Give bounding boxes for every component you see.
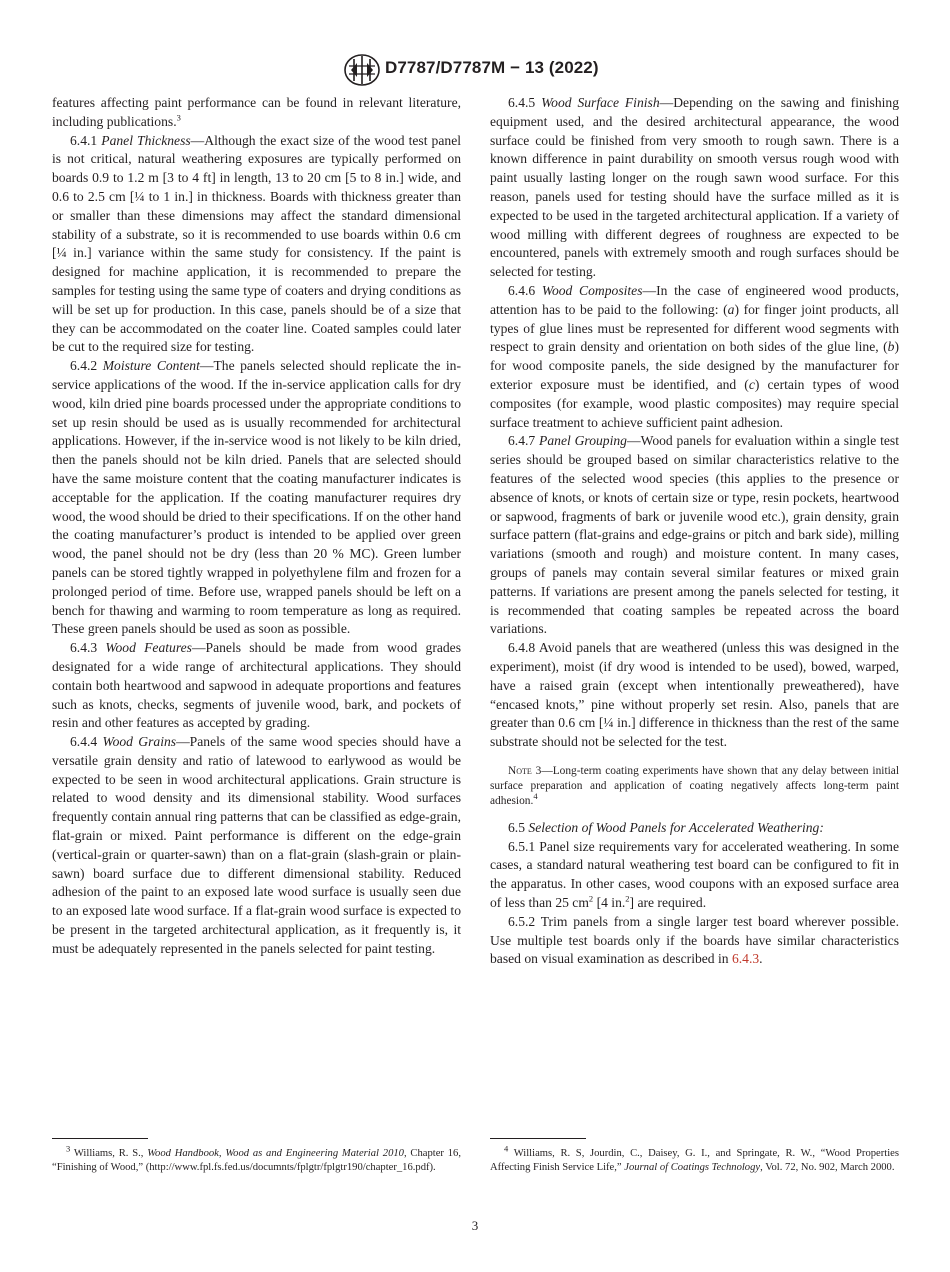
page-header	[0, 54, 950, 86]
section-6-4-2: 6.4.2 Moisture Content—The panels selected should replicate the in-service applications of the wood. If the in-service application calls for dry wood, kiln dried pine boards processed under the appropriate conditions to set up resin should be used as is usually recommended for architectural applications. However, if the in-service wood is not likely to be kiln dried, then the panels should not be kiln dried. Panels that are selected should have the same moisture content that the coating manufacturer indicates is acceptable for the application. If the coating manufacturer requires dry wood, the wood should be dried to their specifications. If on the other hand the coating manufacturer’s product is intended to be applied over green wood, the panel should not be dry (less than 20 % MC). Green lumber panels can be stored tightly wrapped in polyethylene film and frozen for a prolonged period of time. Before use, wrapped panels should be left on a bench for thawing and warming to room temperature as long as required. These green panels should be used as soon as possible.	[52, 358, 461, 637]
section-6-4-1: 6.4.1 Panel Thickness—Although the exact size of the wood test panel is not critical, natural weathering exposures are typically performed on boards 0.9 to 1.2 m [3 to 4 ft] in length, 13 to 20 cm [5 to 8 in.] wide, and 0.6 to 2.5 cm [¼ to 1 in.] in thickness. Boards with thickness greater than or smaller than these dimensions may affect the standard dimensional stability of a substrate, so it is recommended to use boards within 0.6 cm [¼ in.] variance within the same study for consistency. If the paint is designed for machine application, it is recommended to prepare the samples for testing using the same type of coaters and drying conditions as will be set up for production. In this case, panels should be of a size that they can be accommodated on the coater line. Coated samples could later be cut to the required size for testing.	[52, 132, 461, 355]
section-6-4-8: 6.4.8 Avoid panels that are weathered (unless this was designed in the experiment), moist (if dry wood is intended to be used), bowed, warped, have a raised grain (except when intentionally preweathered), have “encased knots,” pine without properly set resin. Also, panels that are greater than 0.6 cm [¼ in.] difference in thickness than the rest of the same substrate should not be selected for the test.	[490, 640, 899, 750]
section-6-4-7: 6.4.7 Panel Grouping—Wood panels for evaluation within a single test series should be grouped based on similar characteristics relative to the features of the selected wood species (this applies to the presence or absence of knots, or knots of certain size or type, resin pockets, heartwood or sapwood, fragments of bark or juvenile wood etc.), grain density, grain surface pattern (flat-grains and edge-grains or pitch and bark side), milling variations (smooth and rough) and moisture content. In many cases, groups of panels may contain several similar features or mixed grain patterns. If variations are present among the panels selected for testing, it is recommended that coating samples be repeated across the board variations.	[490, 433, 899, 637]
section-reference-link[interactable]: 6.4.3	[731, 951, 760, 967]
standard-designation: D7787/D7787M − 13 (2022)	[385, 58, 599, 77]
page-number: 3	[471, 1218, 479, 1233]
section-6-5-1: 6.5.1 Panel size requirements vary for accelerated weathering. In some cases, a standard natural weathering test board can be configured to fit in the apparatus. In other cases, wood coupons with an exposed surface area of less than 25 $cm^2$ [4 in.$^2$] are required.	[490, 838, 899, 911]
footnote-3: $^3$ Williams, R. S., Wood Handbook, Wood as and Engineering Material 2010, Chapter 16, “Finishing of Wood,” (http://www.fpl.fs.fed.us/documnts/fplgtr/fplgtr190/chapter_16.pdf).	[52, 1143, 461, 1173]
section-6-4-5: 6.4.5 Wood Surface Finish—Depending on the sawing and finishing equipment used, and the desired architectural appearance, the wood surface could be finished from very smooth to rough sawn. There is a known difference in paint durability on smooth versus rough wood with paint usually lasting longer on the rough sawn wood surface. For this reason, panels used for testing should have the surface milled as it is expected to be used in the targeted architectural application. If a variety of wood milling with different degrees of roughness are expected to be encountered, panels with extremely smooth and rough surfaces should be selected for testing.	[490, 95, 900, 280]
section-6-4-4: 6.4.4 Wood Grains—Panels of the same wood species should have a versatile grain density and ratio of latewood to earlywood as would be expected to be seen in wood architectural applications. Grain structure is related to wood density and its dimensional stability. Wood surfaces frequently contain annual ring patterns that can be classified as edge-grain, flat-grain or mixed. Paint performance is different on the edge-grain (vertical-grain or quarter-sawn) than on a flat-grain (slash-grain or plain-sawn) board surface due to different dimensional stability. Reduced adhesion of the paint to an exposed late wood surface is usually seen due to an exposed late wood surface. If a flat-grain wood surface is expected to be present in the targeted architectural application, as it frequently is, it must be adequately represented in the panels selected for paint testing.	[52, 734, 461, 956]
footnote-rule-right	[490, 1138, 586, 1139]
right-column	[490, 94, 899, 969]
footnote-4: $^4$ Williams, R. S, Jourdin, C., Daisey, G. I., and Springate, R. W., “Wood Properties Affecting Finish Service Life,” Journal of Coatings Technology, Vol. 72, No. 902, March 2000.	[490, 1143, 899, 1173]
astm-logo-icon	[343, 54, 381, 86]
note-3: Note 3—Long-term coating experiments have shown that any delay between initial surface preparation and application of coating negatively affects long-term paint adhesion.$^4$	[490, 764, 900, 807]
section-6-5-heading: 6.5 Selection of Wood Panels for Accelerated Weathering:	[508, 819, 824, 835]
paragraph-continuation: features affecting paint performance can be found in relevant literature, including publications.$^3$	[52, 95, 461, 129]
section-6-5-2: 6.5.2 Trim panels from a single larger test board wherever possible. Use multiple test boards only if the boards have similar characteristics based on visual examination as described in 6.4.3.	[490, 913, 899, 967]
section-6-4-6: 6.4.6 Wood Composites—In the case of engineered wood products, attention has to be paid to the following: (a) for finger joint products, all types of glue lines must be represented for different wood segments with respect to grain density and orientation on both sides of the glue line, (b) for wood composite panels, the side designed by the manufacturer for exterior exposure must be identified, and (c) certain types of wood composites (for example, wood plastic composites) may require special surface treatment to achieve sufficient paint adhesion.	[490, 282, 899, 430]
section-6-4-3: 6.4.3 Wood Features—Panels should be made from wood grades designated for a wide range of architectural applications. They should contain both heartwood and sapwood in adequate proportions and features such as knots, checks, segments of juvenile wood, bark, and pockets of resin and other features as accepted by grading.	[52, 640, 462, 731]
footnote-rule-left	[52, 1138, 148, 1139]
left-column	[52, 94, 461, 959]
